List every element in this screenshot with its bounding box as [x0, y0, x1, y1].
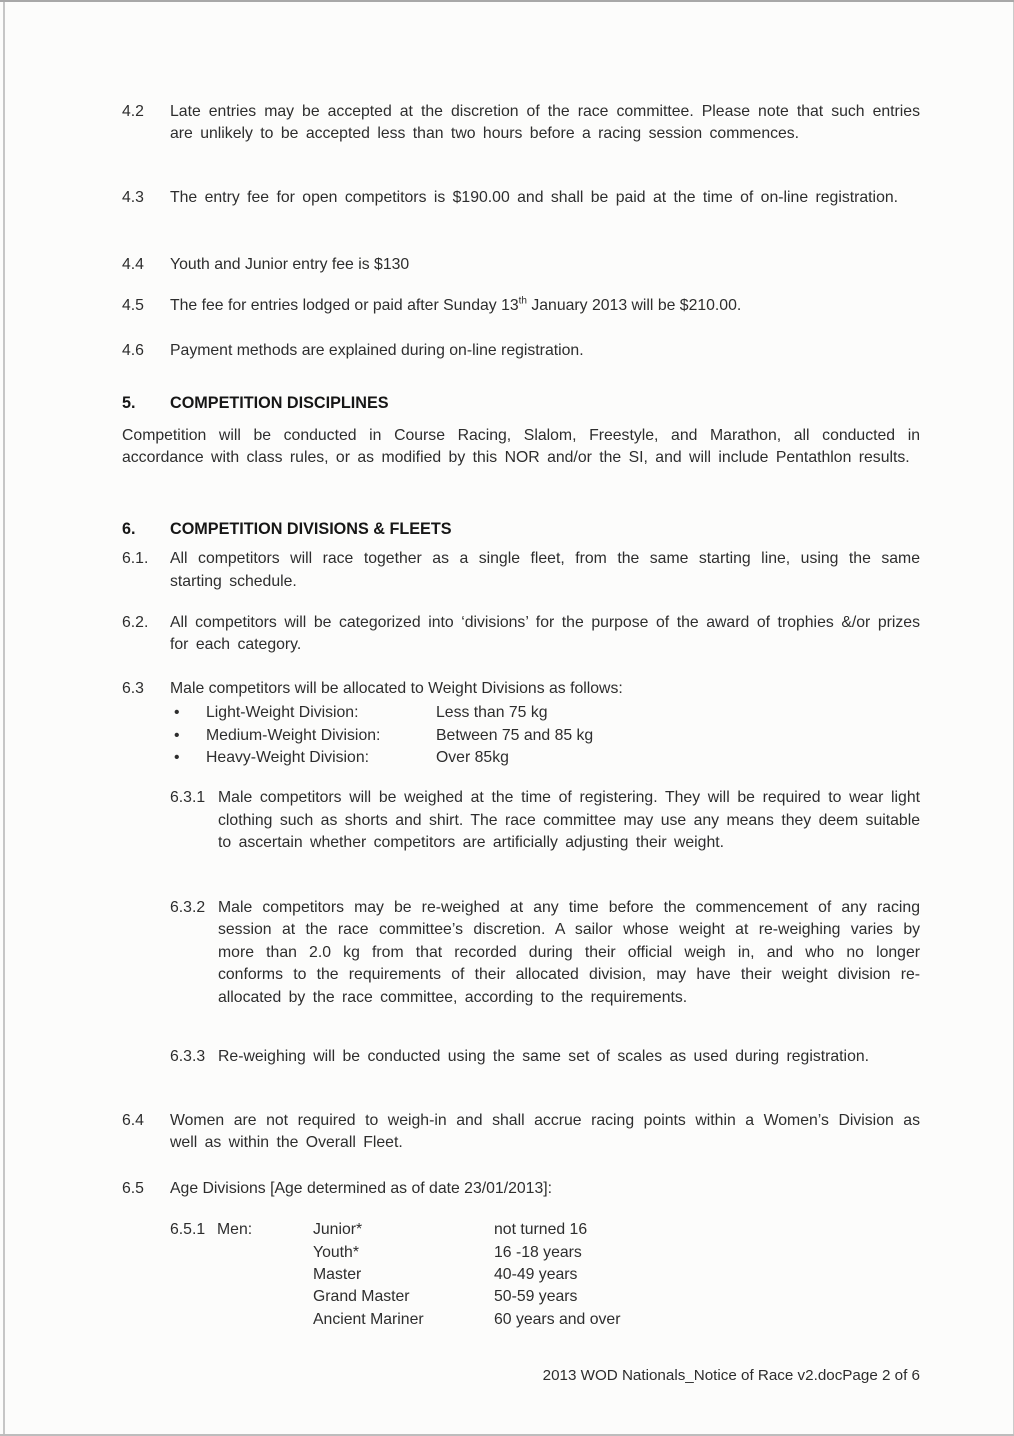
division-age: 16 -18 years — [494, 1243, 582, 1261]
division-name: Grand Master — [313, 1288, 410, 1306]
clause-6-3 — [122, 678, 920, 700]
division-label: Heavy-Weight Division: — [206, 748, 369, 766]
clause-number: 4.3 — [122, 189, 144, 207]
division-value: Less than 75 kg — [436, 704, 548, 722]
bullet-icon: • — [174, 704, 180, 722]
division-age: 50-59 years — [494, 1288, 578, 1306]
clause-6-5-1 — [170, 1219, 920, 1331]
clause-text: Re-weighing will be conducted using the same set of scales as used during registration. — [218, 1048, 870, 1066]
clause-6-5 — [122, 1178, 920, 1200]
clause-text: Payment methods are explained during on-line registration. — [170, 341, 584, 359]
division-value: Over 85kg — [436, 748, 509, 766]
clause-text: Male competitors will be weighed at the time of registering. They will be required to wear light clothing such as shorts and shirt. The race committee may use any means they deem suitable to ascertain whether competitors are artificially adjusting their weight. — [218, 789, 920, 852]
division-name: Ancient Mariner — [313, 1310, 424, 1328]
clause-number: 6.3.3 — [170, 1048, 206, 1066]
section-6-heading — [122, 518, 920, 540]
clause-number: 6.5.1 — [170, 1221, 206, 1239]
clause-number: 6.4 — [122, 1112, 144, 1130]
clause-number: 6.1. — [122, 550, 149, 568]
section-title: COMPETITION DISCIPLINES — [170, 394, 389, 413]
clause-number: 4.5 — [122, 297, 144, 315]
clause-6-3-2 — [170, 897, 920, 1031]
men-label: Men: — [217, 1221, 253, 1239]
clause-text: Youth and Junior entry fee is $130 — [170, 255, 410, 273]
division-label: Light-Weight Division: — [206, 704, 359, 722]
scan-edge-left — [3, 2, 5, 1436]
clause-4-4 — [122, 254, 920, 276]
section-number: 5. — [122, 394, 136, 413]
clause-6-4 — [122, 1110, 920, 1155]
scan-edge-top — [0, 0, 1014, 2]
clause-number: 6.3.2 — [170, 898, 206, 916]
clause-text: Male competitors will be allocated to Weight Divisions as follows: — [170, 679, 623, 697]
division-name: Master — [313, 1266, 362, 1284]
list-item — [170, 747, 920, 769]
table-row — [313, 1286, 920, 1308]
clause-4-3 — [122, 187, 920, 232]
clause-text: Women are not required to weigh-in and shall accrue racing points within a Women’s Division as well as within the Overall Fleet. — [170, 1112, 920, 1152]
list-item — [170, 725, 920, 747]
clause-text: All competitors will race together as a single fleet, from the same starting line, using the same starting schedule. — [170, 550, 920, 590]
clause-text: All competitors will be categorized into ‘divisions’ for the purpose of the award of trophies &/or prizes for each category. — [170, 613, 920, 654]
table-row — [313, 1309, 920, 1331]
ordinal-superscript: th — [518, 296, 527, 308]
table-row — [313, 1219, 920, 1241]
clause-6-3-3 — [170, 1046, 920, 1091]
clause-number: 4.2 — [122, 103, 144, 120]
division-age: 60 years and over — [494, 1310, 621, 1328]
division-age: not turned 16 — [494, 1221, 588, 1239]
clause-number: 4.4 — [122, 255, 144, 273]
division-name: Junior* — [313, 1221, 363, 1239]
clause-text — [170, 295, 920, 317]
clause-number: 6.3 — [122, 679, 144, 697]
clause-6-1 — [122, 548, 920, 593]
clause-4-6 — [122, 340, 920, 362]
clause-4-2 — [122, 101, 920, 168]
bullet-icon: • — [174, 748, 180, 766]
bullet-icon: • — [174, 726, 180, 744]
clause-6-3-1 — [170, 787, 920, 877]
weight-division-list — [170, 702, 920, 769]
clause-text-post: January 2013 will be $210.00. — [526, 297, 742, 315]
document-content — [122, 101, 920, 1331]
section-5-paragraph: Competition will be conducted in Course Racing, Slalom, Freestyle, and Marathon, all conducted in accordance with class rules, or as modified by this NOR and/or the SI, and will include Pentathlon results. — [122, 426, 920, 466]
section-5-heading — [122, 392, 920, 414]
table-row — [313, 1264, 920, 1286]
section-title: COMPETITION DIVISIONS & FLEETS — [170, 519, 452, 538]
clause-text: Male competitors may be re-weighed at any time before the commencement of any racing session at the race committee’s discretion. A sailor whose weight at re-weighing varies by more than 2.0 kg from that recorded during their official weigh in, and who no longer conforms to the requirements of their allocated division, may have their weight division re-allocated by the race committee, according to the requirements. — [218, 898, 920, 1006]
clause-4-5 — [122, 295, 920, 317]
page-footer: 2013 WOD Nationals_Notice of Race v2.docPage 2 of 6 — [542, 1367, 920, 1384]
clause-text: Age Divisions [Age determined as of date 23/01/2013]: — [170, 1179, 553, 1197]
division-value: Between 75 and 85 kg — [436, 726, 594, 744]
clause-text: The entry fee for open competitors is $190.00 and shall be paid at the time of on-line registration. — [170, 189, 899, 207]
clause-text-pre: The fee for entries lodged or paid after Sunday 13 — [170, 297, 519, 315]
division-label: Medium-Weight Division: — [206, 726, 381, 744]
list-item — [170, 702, 920, 724]
table-row — [313, 1242, 920, 1264]
division-name: Youth* — [313, 1243, 359, 1261]
clause-number: 4.6 — [122, 341, 144, 359]
clause-number: 6.3.1 — [170, 789, 206, 807]
clause-text: Late entries may be accepted at the discretion of the race committee. Please note that such entries are unlikely to be accepted less than two hours before a racing session commences. — [170, 103, 920, 143]
section-number: 6. — [122, 519, 136, 538]
age-division-table — [313, 1219, 920, 1331]
division-age: 40-49 years — [494, 1266, 578, 1284]
clause-number: 6.5 — [122, 1179, 144, 1197]
clause-number: 6.2. — [122, 613, 149, 631]
clause-6-2 — [122, 612, 920, 657]
